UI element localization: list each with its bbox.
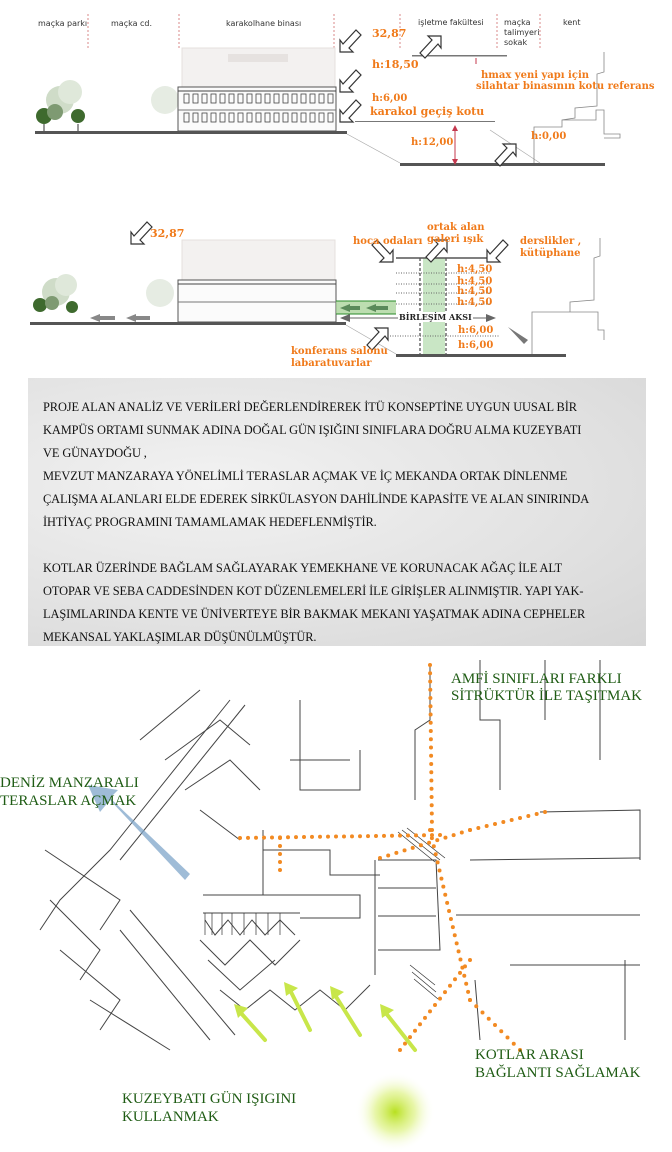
circulation-dot	[464, 982, 468, 986]
circulation-dot	[278, 852, 282, 856]
circulation-dot	[254, 836, 258, 840]
circulation-dot	[386, 853, 390, 857]
kotlar-label-line2: BAĞLANTI SAĞLAMAK	[475, 1065, 641, 1081]
circulation-dot	[342, 834, 346, 838]
circulation-dot	[518, 816, 522, 820]
height-label-6-00: h:6,00	[372, 93, 408, 104]
circulation-dot	[462, 974, 466, 978]
circulation-dot	[445, 901, 449, 905]
circulation-dot	[286, 835, 290, 839]
zone-label-isletme: işletme fakültesi	[418, 18, 484, 27]
circulation-dot	[458, 971, 462, 975]
circulation-dot	[418, 1022, 422, 1026]
angle-label-2: 32,87	[150, 227, 185, 240]
circulation-dot	[390, 834, 394, 838]
circulation-dot	[429, 770, 433, 774]
circulation-dot	[278, 860, 282, 864]
circulation-dot	[481, 1011, 485, 1015]
description-paragraph-2: KOTLAR ÜZERİNDE BAĞLAM SAĞLAYARAK YEMEKHANE VE KORUNACAK AĞAÇ İLE ALT OTOPAR VE SEBA CADDESİNDEN KOT DÜZENLEMELERİ İLE GİRİŞLER ALINMIŞTIR. YAPI YAK- LAŞIMLARINDA KENTE VE ÜNİVERTEYE BİR BAKMAK MEKANI YAŞATMAK ADINA CEPHELER MEKANSAL YAKLAŞIMLAR DÜŞÜNÜLMÜŞTÜR.	[43, 561, 586, 644]
circulation-dot	[434, 852, 438, 856]
circulation-dot	[436, 860, 440, 864]
circulation-dot	[428, 828, 432, 832]
circulation-dot	[382, 834, 386, 838]
circulation-dot	[358, 834, 362, 838]
height-label-4-50-1: h:4,50	[457, 264, 493, 275]
circulation-dot	[493, 822, 497, 826]
circulation-dot	[441, 885, 445, 889]
karakol-label: karakol geçiş kotu	[370, 105, 485, 118]
circulation-dot	[238, 836, 242, 840]
circulation-dot	[493, 1023, 497, 1027]
circulation-dot	[468, 958, 472, 962]
ortak-alan-label-line2: galeri ışık	[427, 234, 484, 245]
zone-label-macka-talimyeri: maçka talimyeri sokak	[504, 18, 540, 47]
circulation-dot	[506, 1036, 510, 1040]
circulation-dot	[453, 933, 457, 937]
circulation-dot	[334, 835, 338, 839]
circulation-dot	[449, 917, 453, 921]
circulation-dot	[428, 1009, 432, 1013]
derslikler-label-line1: derslikler ,	[520, 236, 582, 247]
circulation-dot	[430, 803, 434, 807]
circulation-dot	[543, 810, 547, 814]
konferans-label-line1: konferans salonu	[291, 346, 388, 357]
circulation-dot	[443, 990, 447, 994]
circulation-dot	[270, 836, 274, 840]
circulation-dot	[443, 836, 447, 840]
circulation-dot	[468, 828, 472, 832]
circulation-dot	[429, 779, 433, 783]
circulation-dot	[430, 787, 434, 791]
circulation-dot	[526, 814, 530, 818]
sun-icon	[355, 1072, 435, 1152]
circulation-dot	[246, 836, 250, 840]
circulation-dot	[429, 737, 433, 741]
circulation-dot	[430, 820, 434, 824]
circulation-dot	[413, 1029, 417, 1033]
height-label-6-00-b: h:6,00	[458, 340, 494, 351]
circulation-dot	[476, 826, 480, 830]
circulation-dot	[378, 856, 382, 860]
circulation-dot	[535, 812, 539, 816]
circulation-dot	[433, 1003, 437, 1007]
derslikler-label-line2: kütüphane	[520, 248, 581, 259]
circulation-dot	[438, 997, 442, 1001]
circulation-dot	[512, 1042, 516, 1046]
circulation-dot	[466, 990, 470, 994]
kuzeybati-label-line2: KULLANMAK	[122, 1109, 219, 1125]
birlesim-aksi-label: BİRLEŞİM AKSI	[399, 312, 472, 322]
circulation-dot	[411, 846, 415, 850]
circulation-dot	[428, 671, 432, 675]
circulation-dot	[429, 713, 433, 717]
hoca-odalari-label: hoca odaları	[353, 236, 423, 247]
circulation-dot	[429, 704, 433, 708]
circulation-dot	[429, 762, 433, 766]
height-label-4-50-2: h:4,50	[457, 276, 493, 287]
kuzeybati-label-line1: KUZEYBATI GÜN IŞIGINI	[122, 1091, 297, 1107]
circulation-dot	[406, 833, 410, 837]
circulation-dot	[403, 848, 407, 852]
angle-label: 32,87	[372, 27, 407, 40]
ortak-alan-label-line1: ortak alan	[427, 222, 485, 233]
circulation-dot	[366, 834, 370, 838]
circulation-dot	[428, 696, 432, 700]
circulation-dot	[460, 831, 464, 835]
circulation-dot	[499, 1029, 503, 1033]
circulation-dot	[398, 834, 402, 838]
circulation-dot	[427, 841, 431, 845]
amfi-label-line2: SİTRÜKTÜR İLE TAŞITMAK	[451, 688, 643, 704]
circulation-dot	[374, 834, 378, 838]
circulation-dot	[318, 835, 322, 839]
circulation-dot	[430, 795, 434, 799]
zone-label-kent: kent	[563, 18, 581, 27]
trees-icon	[33, 274, 174, 313]
circulation-dot	[439, 877, 443, 881]
circulation-dot	[278, 868, 282, 872]
circulation-dot	[428, 663, 432, 667]
circulation-dot	[429, 754, 433, 758]
circulation-dot	[474, 1004, 478, 1008]
circulation-dot	[438, 868, 442, 872]
height-label-12-00: h:12,00	[411, 137, 454, 148]
circulation-dot	[278, 836, 282, 840]
circulation-dot	[430, 836, 434, 840]
circulation-dot	[501, 820, 505, 824]
height-label-4-50-3: h:4,50	[457, 286, 493, 297]
circulation-dot	[452, 833, 456, 837]
zone-label-macka-parki: maçka parkı	[38, 19, 88, 28]
circulation-dot	[302, 835, 306, 839]
circulation-dot	[408, 1035, 412, 1039]
description-panel	[28, 378, 646, 646]
circulation-dot	[438, 833, 442, 837]
circulation-dot	[262, 836, 266, 840]
circulation-dot	[432, 844, 436, 848]
hmax-label-line1: hmax yeni yapı için	[481, 70, 590, 81]
kotlar-label-line1: KOTLAR ARASI	[475, 1047, 584, 1063]
circulation-dot	[326, 835, 330, 839]
height-label-0-00: h:0,00	[531, 131, 567, 142]
circulation-dot	[422, 833, 426, 837]
circulation-dot	[485, 824, 489, 828]
circulation-dot	[429, 746, 433, 750]
circulation-dot	[487, 1017, 491, 1021]
circulation-dot	[428, 680, 432, 684]
circulation-dot	[453, 977, 457, 981]
circulation-dot	[468, 998, 472, 1002]
circulation-dot	[423, 1016, 427, 1020]
circulation-dot	[429, 721, 433, 725]
circulation-dot	[394, 851, 398, 855]
circulation-dot	[448, 984, 452, 988]
hmax-label-line2: silahtar binasının kotu referans	[476, 81, 655, 92]
circulation-dot	[414, 833, 418, 837]
circulation-dot	[443, 893, 447, 897]
circulation-dot	[419, 843, 423, 847]
description-paragraph-1: PROJE ALAN ANALİZ VE VERİLERİ DEĞERLENDİREREK İTÜ KONSEPTİNE UYGUN UUSAL BİR KAMPÜS ORTAMI SUNMAK ADINA DOĞAL GÜN IŞIĞINI SINIFLARA DOĞRU ALMA KUZEYBATI VE GÜNAYDOĞU , MEVZUT MANZARAYA YÖNELİMLİ TERASLAR AÇMAK VE İÇ MEKANDA ORTAK DİNLENME ÇALIŞMA ALANLARI ELDE EDEREK SİRKÜLASYON DAHİLİNDE KAPASİTE VE ALAN SINIRINDA İHTİYAÇ PROGRAMINI TAMAMLAMAK HEDEFLENMİŞTİR.	[43, 400, 590, 529]
circulation-dot	[447, 909, 451, 913]
circulation-dot	[510, 818, 514, 822]
circulation-dot	[455, 941, 459, 945]
circulation-dot	[429, 729, 433, 733]
zone-label-macka-cd: maçka cd.	[111, 19, 153, 28]
circulation-dot	[310, 835, 314, 839]
height-label-4-50-4: h:4,50	[457, 297, 493, 308]
amfi-label-line1: AMFİ SINIFLARI FARKLI	[451, 671, 622, 687]
height-label-6-00-a: h:6,00	[458, 325, 494, 336]
deniz-label-line1: DENİZ MANZARALI	[0, 775, 139, 791]
circulation-dot	[398, 1048, 402, 1052]
circulation-dot	[350, 834, 354, 838]
circulation-dot	[457, 949, 461, 953]
circulation-dot	[458, 958, 462, 962]
circulation-dot	[451, 925, 455, 929]
konferans-label-line2: labaratuvarlar	[291, 358, 372, 369]
trees-icon	[36, 80, 179, 131]
circulation-dot	[428, 688, 432, 692]
section-drawing-2	[0, 190, 672, 370]
deniz-label-line2: TERASLAR AÇMAK	[0, 793, 137, 809]
circulation-dot	[430, 812, 434, 816]
circulation-dot	[294, 835, 298, 839]
zone-label-karakolhane: karakolhane binası	[226, 19, 302, 28]
circulation-dot	[435, 838, 439, 842]
circulation-dot	[278, 844, 282, 848]
height-label-18-50: h:18,50	[372, 58, 419, 71]
section-drawing-1	[0, 0, 672, 190]
circulation-dot	[463, 964, 467, 968]
